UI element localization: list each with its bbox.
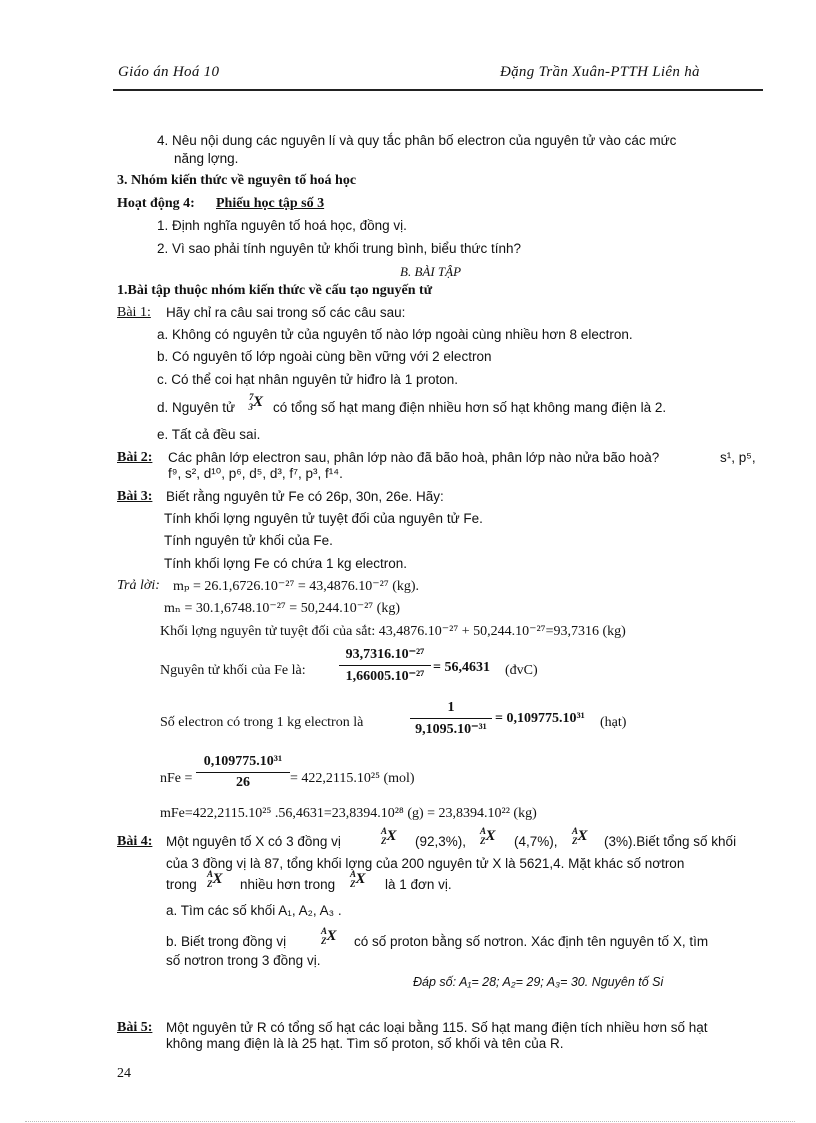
mole-fe-denominator: 26 xyxy=(236,775,250,790)
exercise-1-option-d-pre: d. Nguyên tử xyxy=(157,400,236,415)
exercise-4-task-b-post: có số proton bằng số nơtron. Xác định tên nguyên tố X, tìm xyxy=(354,934,709,949)
isotope-symbol-x6: $^A_Z$X xyxy=(321,926,337,946)
exercise-4-pct-1: (92,3%), xyxy=(415,834,467,849)
isotope-symbol-x1: $^A_Z$X xyxy=(381,826,397,846)
section-3-heading: 3. Nhóm kiến thức về nguyên tố hoá học xyxy=(117,173,357,188)
atomic-mass-fraction xyxy=(339,646,431,685)
exercise-3-label: Bài 3: xyxy=(117,489,153,504)
exercise-1-option-b: b. Có nguyên tố lớp ngoài cùng bền vững với 2 electron xyxy=(157,349,492,364)
exercise-1-option-e: e. Tất cả đều sai. xyxy=(157,427,261,442)
atomic-mass-result: = 56,4631 xyxy=(433,660,490,675)
exercise-5-line-2: không mang điện là là 25 hạt. Tìm số proton, số khối và tên của R. xyxy=(166,1036,564,1051)
exercise-5-text: Một nguyên tử R có tổng số hạt các loại bằng 115. Số hạt mang điện tích nhiều hơn số hạt xyxy=(166,1020,708,1035)
header-rule xyxy=(113,89,763,91)
exercise-4-line-2: của 3 đồng vị là 87, tổng khối lợng của 200 nguyên tử X là 5621,4. Mặt khác số nơtron xyxy=(166,856,685,871)
worksheet-item-1: 1. Định nghĩa nguyên tố hoá học, đồng vị. xyxy=(157,218,407,233)
exercise-2-text: Các phân lớp electron sau, phân lớp nào đã bão hoà, phân lớp nào nửa bão hoà? xyxy=(168,450,660,465)
atomic-mass-numerator: 93,7316.10⁻²⁷ xyxy=(345,647,425,662)
mole-fe-result: = 422,2115.10²⁵ (mol) xyxy=(290,771,415,786)
exercise-4-line-3c: là 1 đơn vị. xyxy=(385,877,452,892)
atomic-mass-label: Nguyên tử khối của Fe là: xyxy=(160,663,306,678)
exercise-2-sublayers: f⁹, s², d¹⁰, p⁶, d⁵, d³, f⁷, p³, f¹⁴. xyxy=(168,466,343,481)
exercise-4-answer: Đáp số: A₁= 28; A₂= 29; A₃= 30. Nguyên tố Si xyxy=(413,975,664,989)
exercise-2-tail: s¹, p⁵, xyxy=(720,450,756,465)
electron-count-fraction xyxy=(410,700,492,738)
answer-label: Trả lời: xyxy=(117,578,160,593)
exercise-3-text: Biết rằng nguyên tử Fe có 26p, 30n, 26e. Hãy: xyxy=(166,489,444,504)
isotope-symbol-x4: $^A_Z$X xyxy=(207,869,223,889)
exercise-1-option-c: c. Có thể coi hạt nhân nguyên tử hiđro là 1 proton. xyxy=(157,372,458,387)
exercise-4-task-b-pre: b. Biết trong đồng vị xyxy=(166,934,287,949)
answer-absolute-mass: Khối lợng nguyên tử tuyệt đối của sắt: 43,4876.10⁻²⁷ + 50,244.10⁻²⁷=93,7316 (kg) xyxy=(160,624,626,639)
group-1-heading: 1.Bài tập thuộc nhóm kiến thức về cấu tạo nguyến tử xyxy=(117,283,433,298)
header-left: Giáo án Hoá 10 xyxy=(118,64,220,80)
atomic-mass-unit: (đvC) xyxy=(505,663,538,678)
mole-fe-numerator: 0,109775.10³¹ xyxy=(203,754,283,769)
question-4-cont: năng lợng. xyxy=(174,151,239,166)
electron-count-denominator: 9,1095.10⁻³¹ xyxy=(415,722,487,737)
isotope-symbol-li: $^7_3$X xyxy=(248,392,264,412)
exercise-4-label: Bài 4: xyxy=(117,834,153,849)
exercise-5-label: Bài 5: xyxy=(117,1020,153,1035)
exercise-4-line-3b: nhiều hơn trong xyxy=(240,877,336,892)
exercise-4-pct-2: (4,7%), xyxy=(514,834,558,849)
answer-mn: mₙ = 30.1,6748.10⁻²⁷ = 50,244.10⁻²⁷ (kg) xyxy=(164,601,400,616)
exercise-3-task-3: Tính khối lợng Fe có chứa 1 kg electron. xyxy=(164,556,408,571)
exercise-4-task-a: a. Tìm các số khối A₁, A₂, A₃ . xyxy=(166,903,342,918)
isotope-symbol-x3: $^A_Z$X xyxy=(572,826,588,846)
exercise-4-task-b-line-2: số nơtron trong 3 đồng vị. xyxy=(166,953,321,968)
worksheet-3-link[interactable]: Phiếu học tập số 3 xyxy=(216,196,325,211)
mole-fe-fraction xyxy=(196,754,290,791)
mass-fe-result: mFe=422,2115.10²⁵ .56,4631=23,8394.10²⁸ (g) = 23,8394.10²² (kg) xyxy=(160,806,537,821)
mole-fe-label: nFe = xyxy=(160,771,193,786)
isotope-symbol-x5: $^A_Z$X xyxy=(350,869,366,889)
exercise-1-option-a: a. Không có nguyên tử của nguyên tố nào lớp ngoài cùng nhiều hơn 8 electron. xyxy=(157,327,633,342)
exercise-4-line-3a: trong xyxy=(166,877,197,892)
activity-4-label: Hoạt động 4: xyxy=(117,196,195,211)
exercise-4-text-1: Một nguyên tố X có 3 đồng vị xyxy=(166,834,341,849)
electron-count-label: Số electron có trong 1 kg electron là xyxy=(160,715,364,730)
exercise-3-task-1: Tính khối lợng nguyên tử tuyệt đối của nguyên tử Fe. xyxy=(164,511,483,526)
answer-mp: mₚ = 26.1,6726.10⁻²⁷ = 43,4876.10⁻²⁷ (kg). xyxy=(173,579,420,594)
exercise-3-task-2: Tính nguyên tử khối của Fe. xyxy=(164,533,333,548)
exercise-2-label: Bài 2: xyxy=(117,450,153,465)
electron-count-result: = 0,109775.10³¹ xyxy=(495,711,585,726)
exercise-1-option-d-post: có tổng số hạt mang điện nhiều hơn số hạt không mang điện là 2. xyxy=(273,400,667,415)
atomic-mass-denominator: 1,66005.10⁻²⁷ xyxy=(345,669,425,684)
exercise-1-label: Bài 1: xyxy=(117,305,151,320)
isotope-symbol-x2: $^A_Z$X xyxy=(480,826,496,846)
part-b-title: B. BÀI TẬP xyxy=(400,264,462,279)
header-right: Đặng Trần Xuân-PTTH Liên hà xyxy=(500,64,700,80)
electron-count-numerator: 1 xyxy=(447,700,455,715)
footer-dotted-rule xyxy=(25,1121,795,1122)
exercise-1-text: Hãy chỉ ra câu sai trong số các câu sau: xyxy=(166,305,406,320)
electron-count-unit: (hạt) xyxy=(600,715,627,730)
worksheet-item-2: 2. Vì sao phải tính nguyên tử khối trung bình, biểu thức tính? xyxy=(157,241,522,256)
exercise-4-text-2: (3%).Biết tổng số khối xyxy=(604,834,737,849)
question-4: 4. Nêu nội dung các nguyên lí và quy tắc phân bố electron của nguyên tử vào các mức xyxy=(157,133,677,148)
page-number: 24 xyxy=(117,1066,131,1081)
